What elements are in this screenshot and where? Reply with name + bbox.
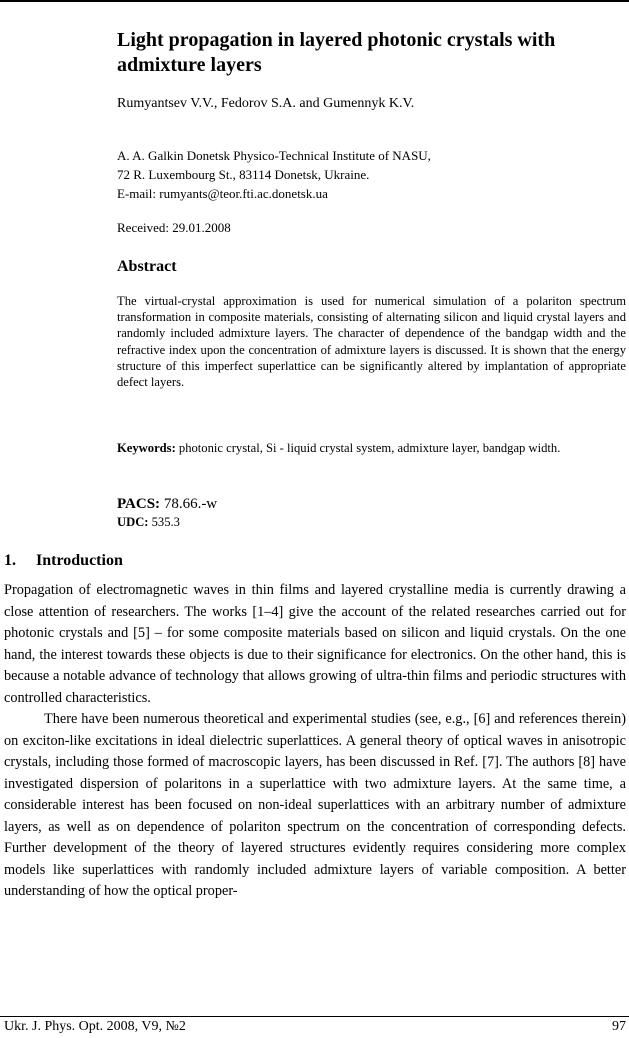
- udc-label: UDC:: [117, 515, 149, 529]
- affiliation-line-2: 72 R. Luxembourg St., 83114 Donetsk, Ukraine.: [117, 167, 370, 182]
- keywords-text: photonic crystal, Si - liquid crystal system, admixture layer, bandgap width.: [175, 441, 561, 455]
- abstract-heading: Abstract: [117, 258, 177, 275]
- footer-rule: [0, 1016, 629, 1017]
- keywords-label: Keywords:: [117, 441, 176, 455]
- section-title: Introduction: [36, 552, 123, 569]
- pacs-value: 78.66.-w: [160, 496, 218, 512]
- udc-value: 535.3: [148, 515, 180, 529]
- authors: Rumyantsev V.V., Fedorov S.A. and Gumennyk K.V.: [117, 96, 415, 111]
- paragraph-2: There have been numerous theoretical and experimental studies (see, e.g., [6] and references therein) on exciton-like excitations in ideal dielectric superlattices. A general theory of optical waves in anisotropic crystals, including those formed of macroscopic layers, has been discussed in Ref. [7]. The authors [8] have investigated dispersion of polaritons in a superlattice with two admixture layers. At the same time, a considerable interest has been focused on non-ideal superlattices with an arbitrary number of admixture layers, as well as on dependence of polariton spectrum on the concentration of corresponding defects. Further development of the theory of layered structures evidently requires considering more complex models like superlattices with randomly included admixture layers of variable composition. A better understanding of how the optical proper-: [4, 711, 626, 899]
- top-rule: [0, 0, 629, 2]
- abstract-text: The virtual-crystal approximation is used for numerical simulation of a polariton spectrum transformation in composite materials, consisting of alternating silicon and liquid crystal layers and randomly included admixture layers. The character of dependence of the bandgap width and the refractive index upon the concentration of admixture layers is discussed. It is shown that the energy structure of this imperfect superlattice can be significantly altered by implantation of appropriate defect layers.: [117, 294, 626, 390]
- keywords: [117, 440, 626, 456]
- pacs-label: PACS:: [117, 496, 161, 512]
- section-number: 1.: [4, 552, 16, 569]
- affiliation-line-1: A. A. Galkin Donetsk Physico-Technical Institute of NASU,: [117, 148, 431, 163]
- pacs: [117, 496, 217, 513]
- received-date: Received: 29.01.2008: [117, 220, 231, 235]
- paper-title: Light propagation in layered photonic crystals with admixture layers: [117, 29, 556, 76]
- affiliation-email: E-mail: rumyants@teor.fti.ac.donetsk.ua: [117, 186, 328, 201]
- section-heading: [4, 552, 123, 570]
- paragraph-1: Propagation of electromagnetic waves in thin films and layered crystalline media is currently drawing a close attention of researchers. The works [1–4] give the account of the related researches carried out for photonic crystals and [5] – for some composite materials based on silicon and liquid crystals. On the one hand, the interest towards these objects is due to their significance for electronics. On the other hand, this is because a notable advance of technology that allows growing of ultra-thin films and periodic structures with controlled characteristics.: [4, 582, 626, 706]
- body-text: [4, 580, 626, 903]
- affiliation: [117, 146, 431, 203]
- footer-page-number: 97: [612, 1019, 626, 1034]
- udc: [117, 515, 180, 530]
- footer-journal: Ukr. J. Phys. Opt. 2008, V9, №2: [4, 1019, 186, 1034]
